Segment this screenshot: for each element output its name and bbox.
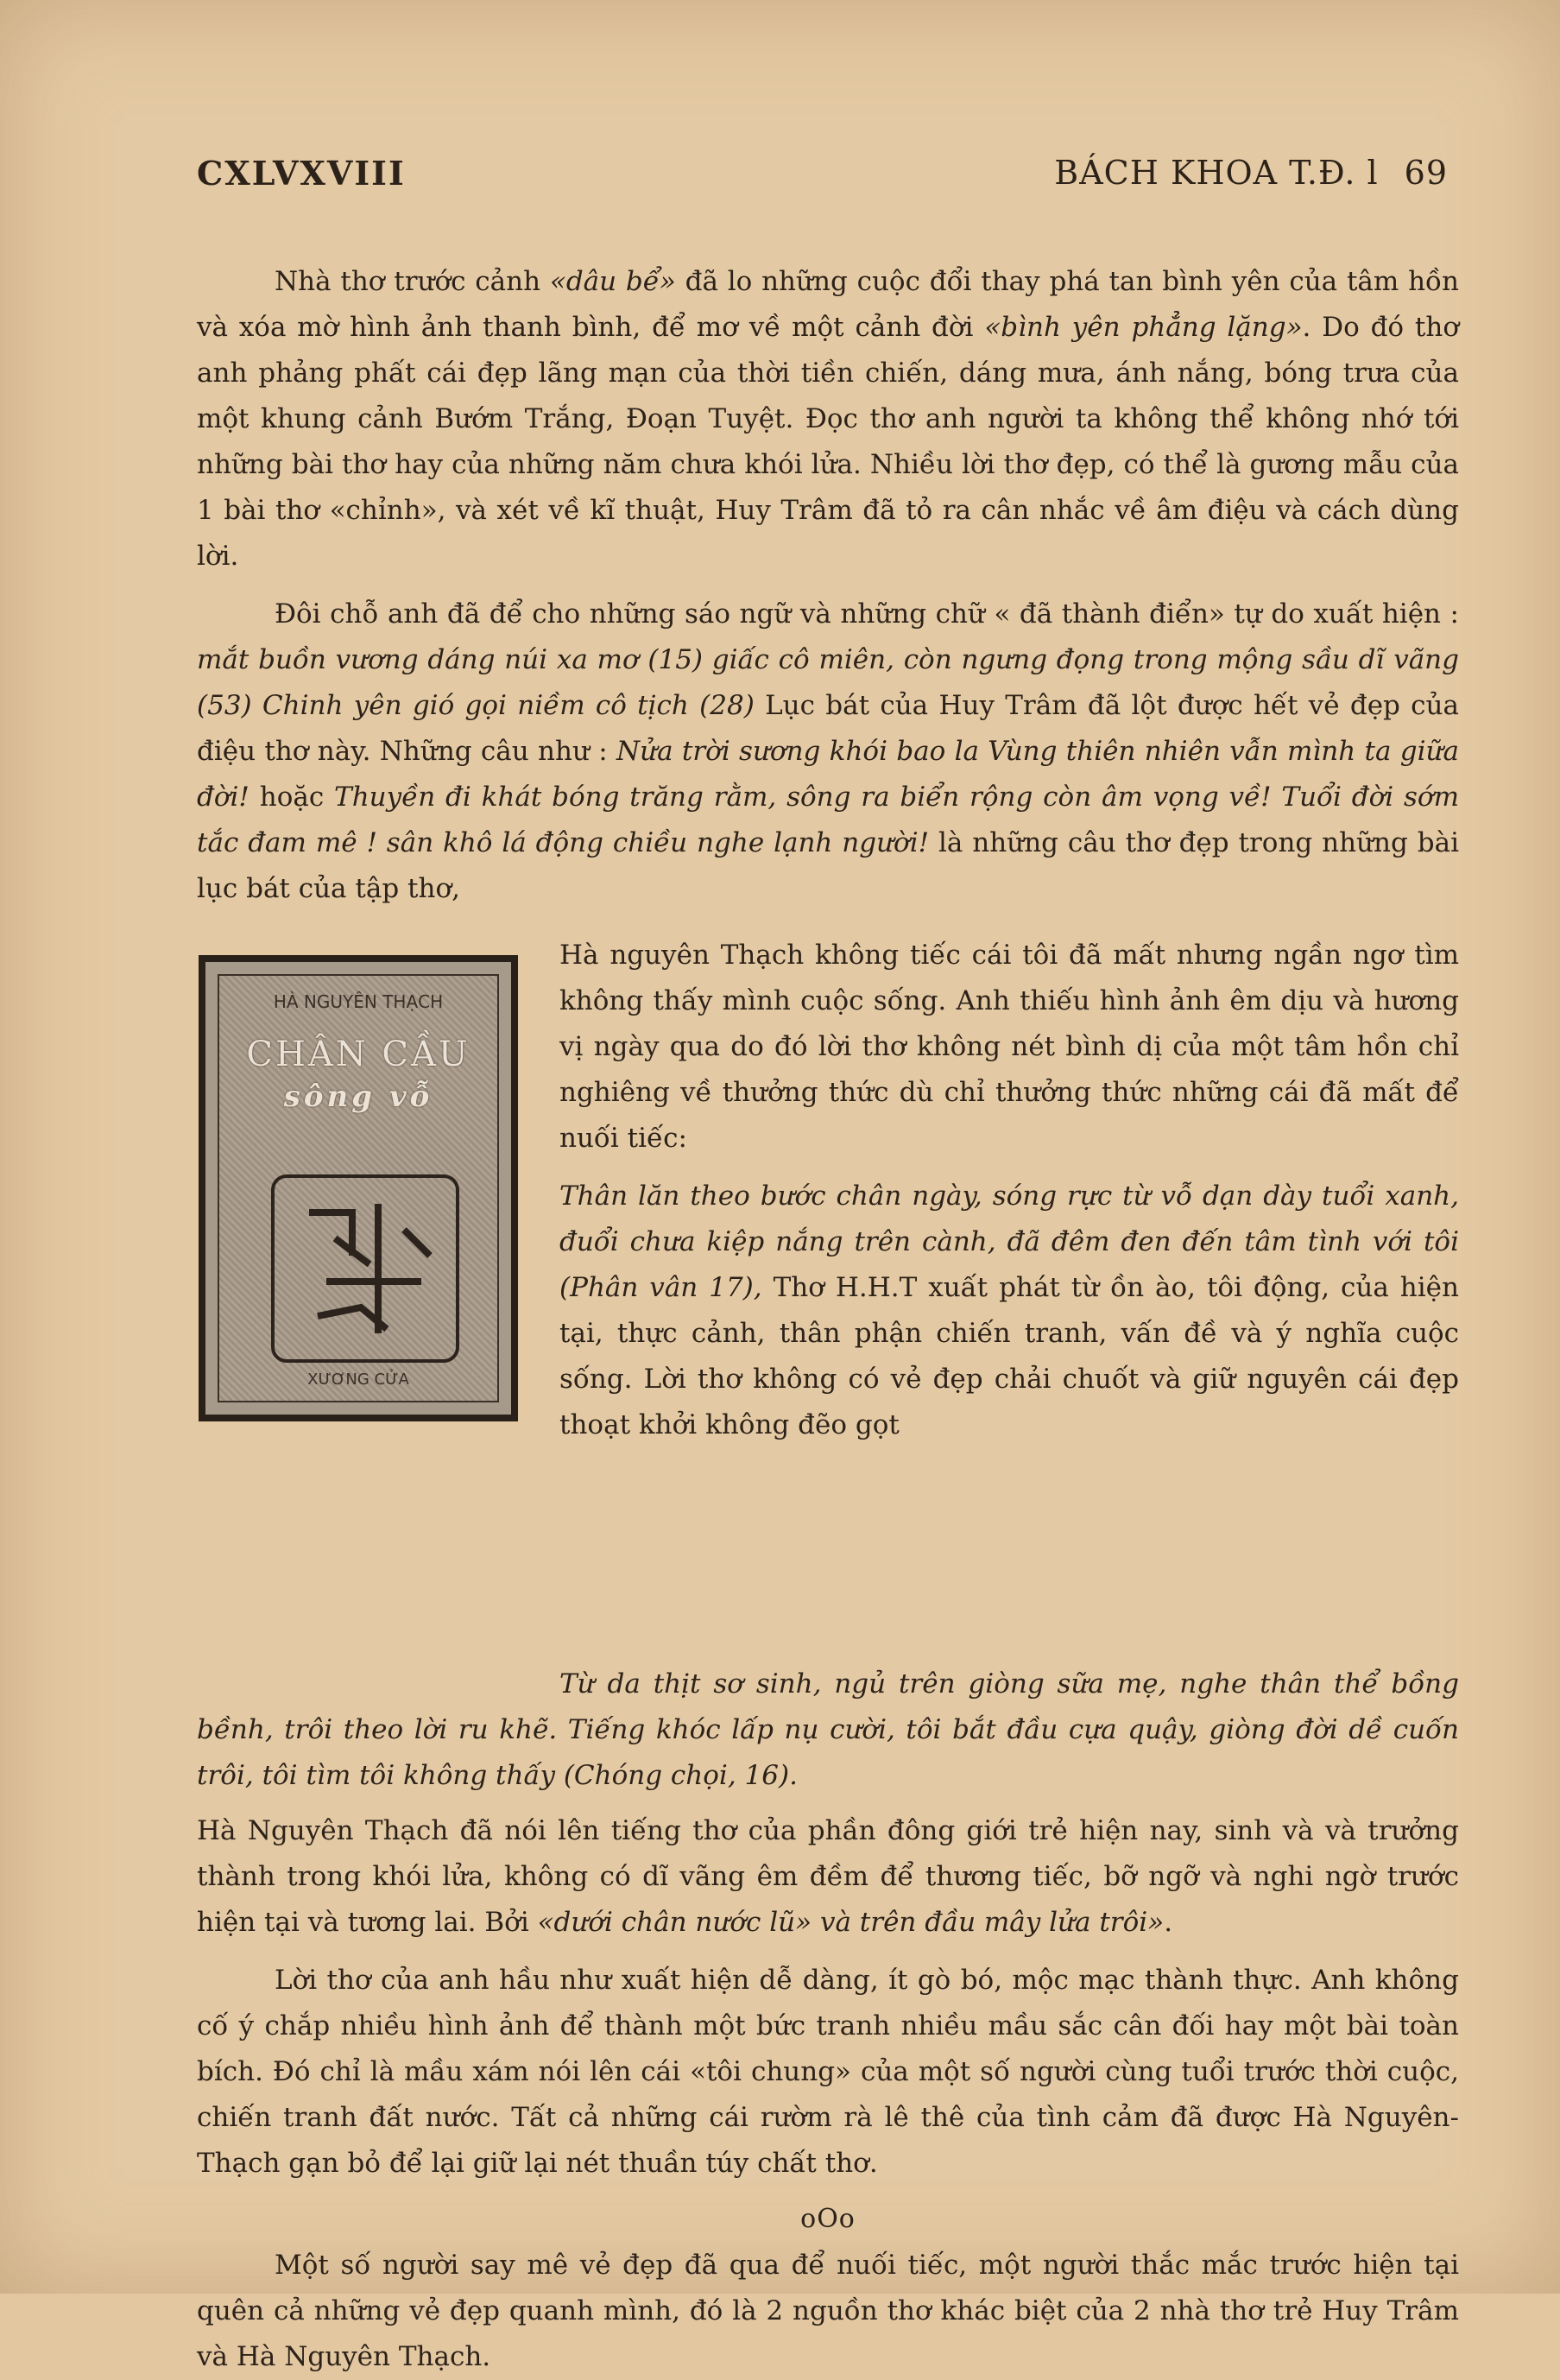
paragraph-4	[559, 1174, 1459, 1448]
p1-text-c: . Do đó thơ anh phảng phất cái đẹp lãng mạn của thời tiền chiến, dáng mưa, ánh nắng, bóng trưa của một khung cảnh Bướm Trắng, Đoạn Tuyệt. Đọc thơ anh người ta không thể không nhớ tới những bài thơ hay của những năm chưa khói lửa. Nhiều lời thơ đẹp, có thể là gương mẫu của 1 bài thơ «chỉnh», và xét về kĩ thuật, Huy Trâm đã tỏ ra cân nhắc về âm điệu và cách dùng lời.	[197, 312, 1459, 572]
p2-quote-c: Thuyền đi khát bóng trăng rằm, sông ra biển rộng còn âm vọng về! Tuổi đời sớm tắc đam mê ! sân khô lá động chiều nghe lạnh người!	[197, 782, 1459, 858]
p1-quote-b: «bình yên phẳng lặng»	[984, 312, 1303, 343]
side-column	[559, 933, 1459, 1448]
paragraph-7: Lời thơ của anh hầu như xuất hiện dễ dàng, ít gò bó, mộc mạc thành thực. Anh không cố ý chắp nhiều hình ảnh để thành một bức tranh nhiều mầu sắc cân đối hay một bài toàn bích. Đó chỉ là mầu xám nói lên cái «tôi chung» của một số người cùng tuổi trước thời cuộc, chiến tranh đất nước. Tất cả những cái rườm rà lê thê của tình cảm đã được Hà Nguyên-Thạch gạn bỏ để lại giữ lại nét thuần túy chất thơ.	[197, 1965, 1459, 2179]
p2-quote-b: Nửa trời sương khói bao la Vùng thiên nhiên vẫn mình ta giữa đời!	[197, 736, 1459, 813]
paragraph-6	[197, 1808, 1459, 1946]
paragraph-2	[197, 592, 1459, 912]
p2-quote-a: mắt buồn vương dáng núi xa mơ (15) giấc cô miên, còn ngưng đọng trong mộng sầu dĩ vãng (53) Chinh yên gió gọi niềm cô tịch (28)	[197, 644, 1459, 721]
p2-text-d: là những câu thơ đẹp trong những bài lục bát của tập thơ,	[197, 827, 1460, 904]
figure-block	[197, 933, 1459, 1808]
p6-text-a: Hà Nguyên Thạch đã nói lên tiếng thơ của phần đông giới trẻ hiện nay, sinh và và trưởng thành trong khói lửa, không có dĩ vãng êm đềm để thương tiếc, bỡ ngỡ và nghi ngờ trước hiện tại và tương lai. Bởi	[197, 1815, 1459, 1938]
header-journal	[1054, 154, 1448, 192]
paragraph-1	[197, 259, 1459, 579]
book-cover-footer: XƯƠNG CỬA	[307, 1370, 409, 1389]
book-cover-image	[199, 955, 518, 1421]
p4-text: Thơ H.H.T xuất phát từ ồn ào, tôi động, của hiện tại, thực cảnh, thân phận chiến tranh, vấn đề và ý nghĩa cuộc sống. Lời thơ không có vẻ đẹp chải chuốt và giữ nguyên cái đẹp thoạt khởi không đẽo gọt	[559, 1272, 1459, 1440]
book-cover-title: CHÂN CẦU	[246, 1035, 471, 1074]
header-section-number: CXLVXVIII	[197, 154, 406, 193]
page-number: 69	[1404, 154, 1448, 192]
paragraph-8: Một số người say mê vẻ đẹp đã qua để nuối tiếc, một người thắc mắc trước hiện tại quên cả những vẻ đẹp quanh mình, đó là 2 nguồn thơ khác biệt của 2 nhà thơ trẻ Huy Trâm và Hà Nguyên Thạch.	[197, 2250, 1459, 2372]
header-journal-name: BÁCH KHOA T.Đ. l	[1054, 154, 1379, 192]
p4-quote: Thân lăn theo bước chân ngày, sóng rực từ vỗ dạn dày tuổi xanh, đuổi chưa kiệp nắng trên cành, đã đêm đen đến tâm tình với tôi (Phân vân 17),	[559, 1181, 1459, 1303]
p5-quote: Từ da thịt sơ sinh, ngủ trên giòng sữa mẹ, nghe thân thể bồng bềnh, trôi theo lời ru khẽ. Tiếng khóc lấp nụ cười, tôi bắt đầu cựa quậy, giòng đời dề cuốn trôi, tôi tìm tôi không thấy (Chóng chọi, 16).	[197, 1668, 1459, 1791]
book-cover-inner	[218, 974, 499, 1402]
p1-quote-a: «dâu bể»	[549, 266, 676, 297]
p2-text-b: Lục bát của Huy Trâm đã lột được hết vẻ đẹp của điệu thơ này. Những câu như :	[197, 690, 1459, 767]
section-separator: oOo	[800, 2204, 856, 2234]
p2-text-a: Đôi chỗ anh đã để cho những sáo ngữ và những chữ « đã thành điển» tự do xuất hiện :	[275, 598, 1459, 630]
article-body	[197, 259, 1459, 2380]
p6-text-b: .	[1164, 1907, 1173, 1938]
book-cover-subtitle: sông vỗ	[283, 1079, 433, 1114]
page-header	[197, 154, 1448, 214]
p1-text-b: đã lo những cuộc đổi thay phá tan bình yên của tâm hồn và xóa mờ hình ảnh thanh bình, để mơ về một cảnh đời	[197, 266, 1459, 343]
book-cover-art	[271, 1174, 459, 1363]
p6-quote: «dưới chân nước lũ» và trên đầu mây lửa trôi»	[537, 1907, 1165, 1938]
paragraph-3: Hà nguyên Thạch không tiếc cái tôi đã mất nhưng ngần ngơ tìm không thấy mình cuộc sống. Anh thiếu hình ảnh êm dịu và hương vị ngày qua do đó lời thơ không nét bình dị của một tâm hồn chỉ nghiêng về thưởng thức dù chỉ thưởng thức những cái đã mất để nuối tiếc:	[559, 940, 1459, 1154]
p2-text-c: hoặc	[249, 782, 335, 813]
book-cover-author: HÀ NGUYÊN THẠCH	[273, 991, 444, 1012]
paragraph-5	[197, 1662, 1459, 1799]
p1-text-a: Nhà thơ trước cảnh	[275, 266, 550, 297]
